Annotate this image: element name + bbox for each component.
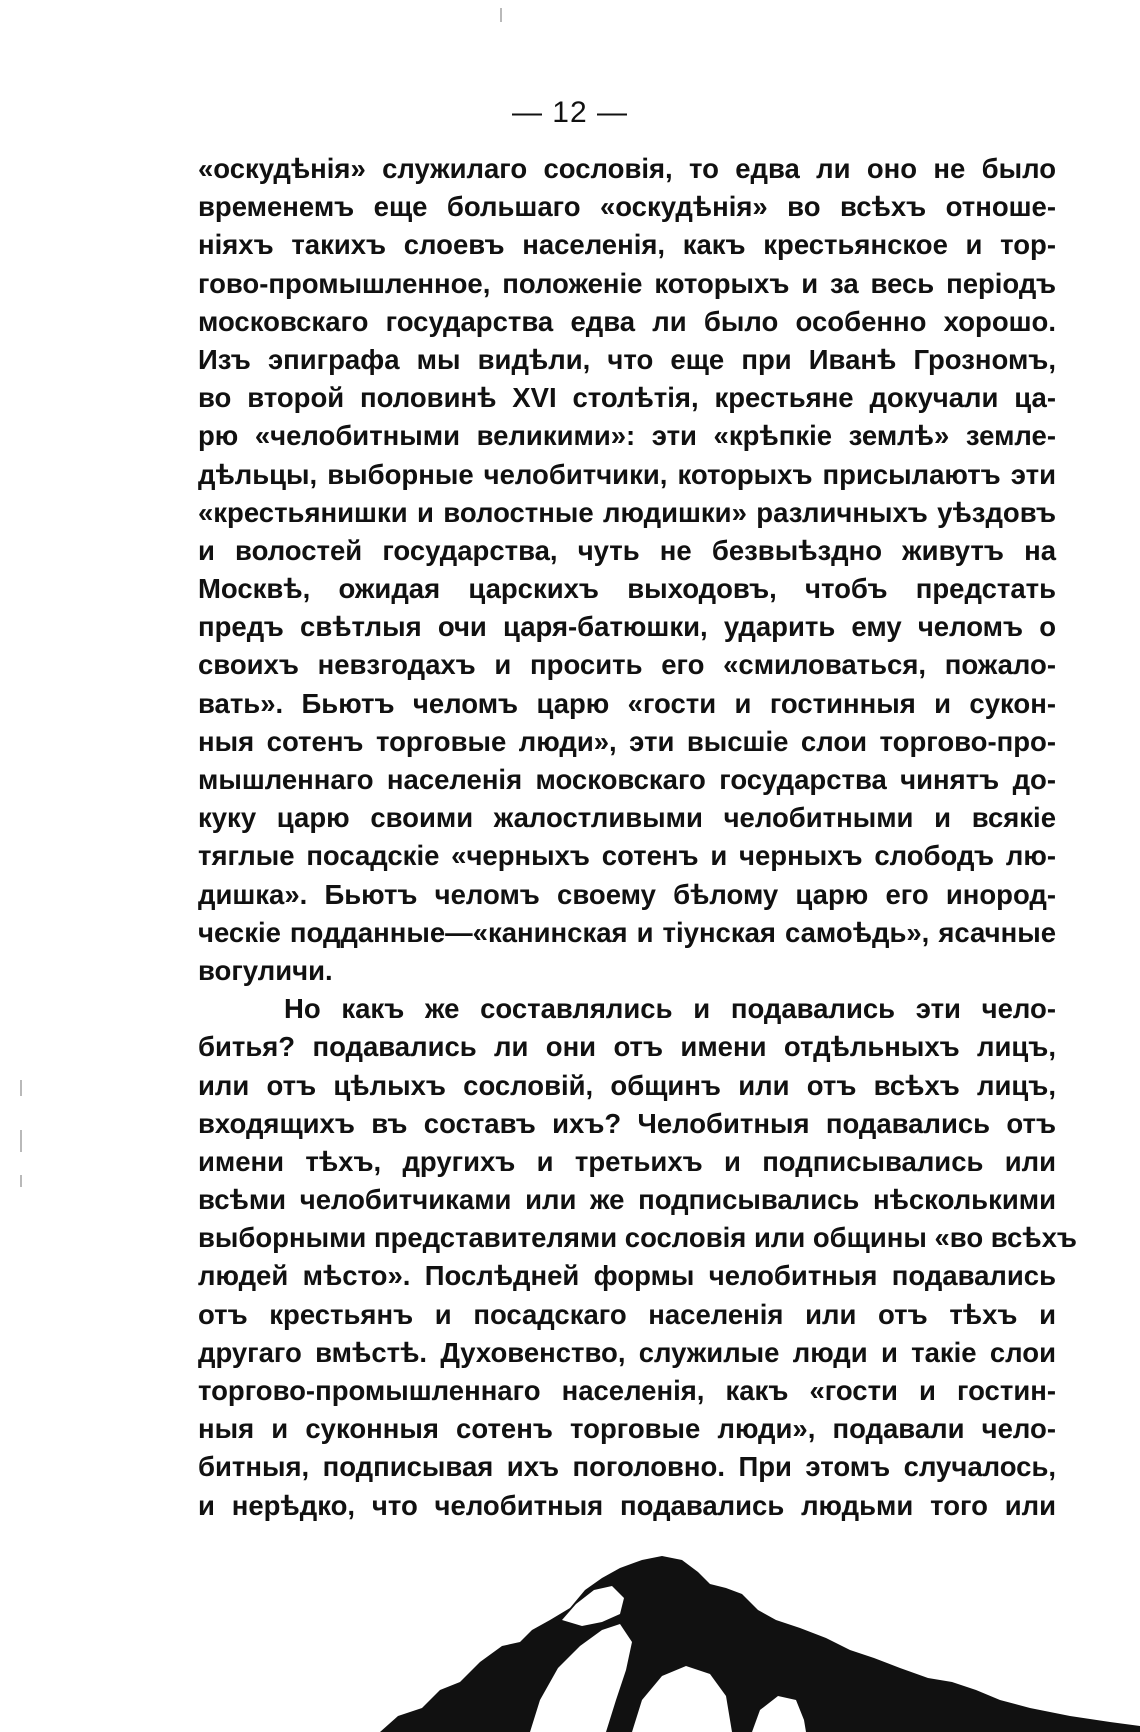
scanned-blot-graphic xyxy=(380,1550,1140,1732)
text-line: другаго вмѣстѣ. Духовенство, служилые люди и такіе слои xyxy=(198,1336,1056,1368)
text-line: своихъ невзгодахъ и просить его «смиловаться, пожало- xyxy=(198,649,1056,681)
text-line: Но какъ же составлялись и подавались эти чело- xyxy=(284,993,1056,1025)
text-line: ніяхъ такихъ слоевъ населенія, какъ крестьянское и тор- xyxy=(198,229,1056,261)
text-line: во второй половинѣ XVI столѣтія, крестьяне докучали ца- xyxy=(198,382,1056,414)
text-line: дишка». Бьютъ челомъ своему бѣлому царю его инород- xyxy=(198,878,1056,910)
text-line: рю «челобитными великими»: эти «крѣпкіе землѣ» земле- xyxy=(198,420,1056,452)
text-line: предъ свѣтлыя очи царя-батюшки, ударить ему челомъ о xyxy=(198,611,1056,643)
text-line: входящихъ въ составъ ихъ? Челобитныя подавались отъ xyxy=(198,1107,1056,1139)
text-line: выборными представителями сословія или общины «во всѣхъ xyxy=(198,1222,1077,1254)
scan-artifact xyxy=(20,1080,22,1096)
blot-shape xyxy=(380,1556,1140,1732)
text-line: вогуличи. xyxy=(198,954,333,986)
text-line: людей мѣсто». Послѣдней формы челобитныя подавались xyxy=(198,1260,1056,1292)
page-number: — 12 — xyxy=(511,96,629,129)
scan-artifact xyxy=(500,8,502,22)
text-line: Изъ эпиграфа мы видѣли, что еще при Иванѣ Грозномъ, xyxy=(198,343,1056,375)
text-line: и нерѣдко, что челобитныя подавались людьми того или xyxy=(198,1489,1056,1521)
paragraph-1 xyxy=(198,150,1056,990)
scan-artifact xyxy=(20,1175,22,1187)
text-line: вать». Бьютъ челомъ царю «гости и гостинныя и сукон- xyxy=(198,687,1056,719)
body-text xyxy=(198,150,1077,1525)
text-line: торгово-промышленнаго населенія, какъ «гости и гостин- xyxy=(198,1375,1056,1406)
text-line: «крестьянишки и волостные людишки» различныхъ уѣздовъ xyxy=(198,496,1056,528)
text-line: ческіе подданные—«канинская и тіунская самоѣдь», ясачные xyxy=(198,916,1056,948)
text-line: Москвѣ, ожидая царскихъ выходовъ, чтобъ предстать xyxy=(198,573,1056,605)
text-line: или отъ цѣлыхъ сословій, общинъ или отъ всѣхъ лицъ, xyxy=(198,1069,1056,1101)
paragraph-2 xyxy=(198,990,1077,1525)
text-line: куку царю своими жалостливыми челобитными и всякіе xyxy=(198,802,1056,834)
text-line: мышленнаго населенія московскаго государства чинятъ до- xyxy=(198,764,1056,795)
text-line: «оскудѣнія» служилаго сословія, то едва ли оно не было xyxy=(198,153,1056,184)
text-line: и волостей государства, чуть не безвыѣздно живутъ на xyxy=(198,534,1056,566)
text-line: имени тѣхъ, другихъ и третьихъ и подписывались или xyxy=(198,1145,1056,1177)
text-line: всѣми челобитчиками или же подписывались нѣсколькими xyxy=(198,1184,1056,1216)
text-line: битья? подавались ли они отъ имени отдѣльныхъ лицъ, xyxy=(198,1031,1056,1063)
text-line: ныя и суконныя сотенъ торговые люди», подавали чело- xyxy=(198,1413,1056,1445)
text-line: ныя сотенъ торговые люди», эти высшіе слои торгово-про- xyxy=(198,725,1056,757)
text-line: дѣльцы, выборные челобитчики, которыхъ присылаютъ эти xyxy=(198,458,1056,490)
text-line: временемъ еще большаго «оскудѣнія» во всѣхъ отноше- xyxy=(198,191,1056,223)
scan-artifact xyxy=(20,1130,22,1152)
text-line: битныя, подписывая ихъ поголовно. При этомъ случалось, xyxy=(198,1451,1056,1483)
text-line: тяглые посадскіе «черныхъ сотенъ и черныхъ слободъ лю- xyxy=(198,840,1056,872)
text-line: гово-промышленное, положеніе которыхъ и за весь періодъ xyxy=(198,267,1056,299)
text-line: отъ крестьянъ и посадскаго населенія или отъ тѣхъ и xyxy=(198,1298,1056,1330)
text-line: московскаго государства едва ли было особенно хорошо. xyxy=(198,305,1056,337)
